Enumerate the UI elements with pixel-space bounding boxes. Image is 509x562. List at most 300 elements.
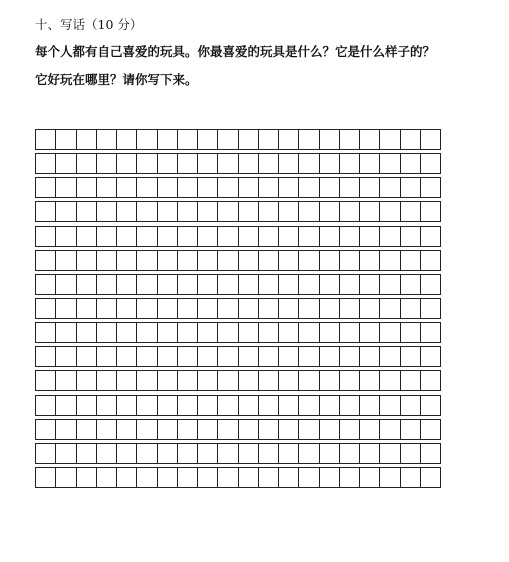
writing-cell[interactable] — [239, 227, 259, 246]
writing-cell[interactable] — [279, 154, 299, 173]
writing-cell[interactable] — [401, 299, 421, 318]
writing-cell[interactable] — [218, 299, 238, 318]
writing-cell[interactable] — [218, 227, 238, 246]
writing-cell[interactable] — [340, 371, 360, 390]
writing-cell[interactable] — [117, 275, 137, 294]
writing-cell[interactable] — [117, 396, 137, 415]
writing-cell[interactable] — [56, 178, 76, 197]
writing-cell[interactable] — [137, 444, 157, 463]
writing-cell[interactable] — [320, 444, 340, 463]
writing-cell[interactable] — [320, 154, 340, 173]
writing-cell[interactable] — [137, 396, 157, 415]
writing-cell[interactable] — [36, 444, 56, 463]
writing-cell[interactable] — [137, 347, 157, 366]
writing-cell[interactable] — [360, 323, 380, 342]
writing-cell[interactable] — [279, 275, 299, 294]
writing-cell[interactable] — [299, 251, 319, 270]
writing-cell[interactable] — [137, 275, 157, 294]
writing-cell[interactable] — [239, 420, 259, 439]
writing-cell[interactable] — [36, 251, 56, 270]
writing-cell[interactable] — [259, 444, 279, 463]
writing-cell[interactable] — [218, 371, 238, 390]
writing-cell[interactable] — [239, 299, 259, 318]
writing-cell[interactable] — [137, 420, 157, 439]
writing-cell[interactable] — [218, 130, 238, 149]
writing-cell[interactable] — [299, 371, 319, 390]
writing-cell[interactable] — [198, 444, 218, 463]
writing-cell[interactable] — [137, 371, 157, 390]
writing-cell[interactable] — [77, 347, 97, 366]
writing-cell[interactable] — [340, 396, 360, 415]
writing-cell[interactable] — [360, 444, 380, 463]
writing-cell[interactable] — [279, 178, 299, 197]
writing-cell[interactable] — [77, 299, 97, 318]
writing-cell[interactable] — [56, 444, 76, 463]
writing-cell[interactable] — [299, 130, 319, 149]
writing-cell[interactable] — [218, 444, 238, 463]
writing-cell[interactable] — [340, 275, 360, 294]
writing-cell[interactable] — [299, 154, 319, 173]
writing-cell[interactable] — [97, 347, 117, 366]
writing-cell[interactable] — [421, 396, 441, 415]
writing-cell[interactable] — [340, 444, 360, 463]
writing-cell[interactable] — [97, 202, 117, 221]
writing-cell[interactable] — [77, 154, 97, 173]
writing-cell[interactable] — [239, 154, 259, 173]
writing-cell[interactable] — [259, 323, 279, 342]
writing-cell[interactable] — [36, 178, 56, 197]
writing-cell[interactable] — [421, 299, 441, 318]
writing-cell[interactable] — [97, 299, 117, 318]
writing-cell[interactable] — [218, 154, 238, 173]
writing-cell[interactable] — [97, 275, 117, 294]
writing-cell[interactable] — [198, 130, 218, 149]
writing-cell[interactable] — [340, 202, 360, 221]
writing-cell[interactable] — [279, 468, 299, 487]
writing-cell[interactable] — [77, 468, 97, 487]
writing-cell[interactable] — [380, 227, 400, 246]
writing-cell[interactable] — [218, 468, 238, 487]
writing-cell[interactable] — [259, 371, 279, 390]
writing-cell[interactable] — [97, 396, 117, 415]
writing-cell[interactable] — [218, 420, 238, 439]
writing-cell[interactable] — [117, 347, 137, 366]
writing-cell[interactable] — [259, 347, 279, 366]
writing-cell[interactable] — [380, 299, 400, 318]
writing-cell[interactable] — [421, 323, 441, 342]
writing-cell[interactable] — [380, 323, 400, 342]
writing-cell[interactable] — [198, 396, 218, 415]
writing-cell[interactable] — [198, 371, 218, 390]
writing-cell[interactable] — [117, 299, 137, 318]
writing-cell[interactable] — [279, 227, 299, 246]
writing-cell[interactable] — [401, 130, 421, 149]
writing-cell[interactable] — [178, 227, 198, 246]
writing-cell[interactable] — [56, 420, 76, 439]
writing-cell[interactable] — [117, 154, 137, 173]
writing-cell[interactable] — [178, 275, 198, 294]
writing-cell[interactable] — [77, 371, 97, 390]
writing-cell[interactable] — [178, 347, 198, 366]
writing-cell[interactable] — [401, 251, 421, 270]
writing-cell[interactable] — [158, 178, 178, 197]
writing-cell[interactable] — [360, 202, 380, 221]
writing-cell[interactable] — [117, 371, 137, 390]
writing-cell[interactable] — [421, 178, 441, 197]
writing-cell[interactable] — [56, 154, 76, 173]
writing-cell[interactable] — [320, 371, 340, 390]
writing-cell[interactable] — [360, 347, 380, 366]
writing-cell[interactable] — [56, 347, 76, 366]
writing-cell[interactable] — [158, 396, 178, 415]
writing-cell[interactable] — [137, 323, 157, 342]
writing-cell[interactable] — [340, 251, 360, 270]
writing-cell[interactable] — [380, 347, 400, 366]
writing-cell[interactable] — [380, 396, 400, 415]
writing-cell[interactable] — [401, 347, 421, 366]
writing-cell[interactable] — [239, 371, 259, 390]
writing-cell[interactable] — [36, 202, 56, 221]
writing-cell[interactable] — [401, 371, 421, 390]
writing-cell[interactable] — [117, 251, 137, 270]
writing-cell[interactable] — [198, 202, 218, 221]
writing-cell[interactable] — [320, 227, 340, 246]
writing-cell[interactable] — [360, 178, 380, 197]
writing-cell[interactable] — [77, 251, 97, 270]
writing-cell[interactable] — [36, 227, 56, 246]
writing-cell[interactable] — [259, 420, 279, 439]
writing-cell[interactable] — [178, 251, 198, 270]
writing-cell[interactable] — [259, 275, 279, 294]
writing-cell[interactable] — [299, 396, 319, 415]
writing-cell[interactable] — [421, 275, 441, 294]
writing-cell[interactable] — [56, 371, 76, 390]
writing-cell[interactable] — [320, 178, 340, 197]
writing-cell[interactable] — [117, 202, 137, 221]
writing-cell[interactable] — [380, 178, 400, 197]
writing-cell[interactable] — [239, 202, 259, 221]
writing-cell[interactable] — [279, 371, 299, 390]
writing-cell[interactable] — [158, 154, 178, 173]
writing-cell[interactable] — [320, 299, 340, 318]
writing-cell[interactable] — [320, 251, 340, 270]
writing-cell[interactable] — [97, 371, 117, 390]
writing-cell[interactable] — [77, 323, 97, 342]
writing-cell[interactable] — [299, 299, 319, 318]
writing-cell[interactable] — [259, 468, 279, 487]
writing-cell[interactable] — [137, 251, 157, 270]
writing-cell[interactable] — [77, 275, 97, 294]
writing-cell[interactable] — [239, 130, 259, 149]
writing-cell[interactable] — [299, 347, 319, 366]
writing-cell[interactable] — [137, 130, 157, 149]
writing-cell[interactable] — [360, 154, 380, 173]
writing-cell[interactable] — [198, 227, 218, 246]
writing-cell[interactable] — [421, 371, 441, 390]
writing-cell[interactable] — [340, 130, 360, 149]
writing-cell[interactable] — [421, 444, 441, 463]
writing-cell[interactable] — [279, 347, 299, 366]
writing-cell[interactable] — [117, 178, 137, 197]
writing-cell[interactable] — [158, 444, 178, 463]
writing-cell[interactable] — [360, 396, 380, 415]
writing-cell[interactable] — [239, 178, 259, 197]
writing-cell[interactable] — [259, 202, 279, 221]
writing-cell[interactable] — [158, 299, 178, 318]
writing-cell[interactable] — [239, 396, 259, 415]
writing-cell[interactable] — [340, 227, 360, 246]
writing-cell[interactable] — [137, 227, 157, 246]
writing-cell[interactable] — [299, 468, 319, 487]
writing-cell[interactable] — [340, 299, 360, 318]
writing-cell[interactable] — [259, 227, 279, 246]
writing-cell[interactable] — [158, 227, 178, 246]
writing-cell[interactable] — [77, 178, 97, 197]
writing-cell[interactable] — [239, 444, 259, 463]
writing-cell[interactable] — [279, 299, 299, 318]
writing-cell[interactable] — [239, 275, 259, 294]
writing-cell[interactable] — [56, 396, 76, 415]
writing-cell[interactable] — [36, 420, 56, 439]
writing-cell[interactable] — [380, 420, 400, 439]
writing-cell[interactable] — [299, 227, 319, 246]
writing-cell[interactable] — [198, 323, 218, 342]
writing-cell[interactable] — [97, 130, 117, 149]
writing-cell[interactable] — [401, 275, 421, 294]
writing-cell[interactable] — [380, 371, 400, 390]
writing-cell[interactable] — [259, 154, 279, 173]
writing-cell[interactable] — [279, 323, 299, 342]
writing-cell[interactable] — [218, 251, 238, 270]
writing-cell[interactable] — [340, 323, 360, 342]
writing-cell[interactable] — [97, 154, 117, 173]
writing-cell[interactable] — [178, 202, 198, 221]
writing-cell[interactable] — [178, 444, 198, 463]
writing-cell[interactable] — [36, 347, 56, 366]
writing-cell[interactable] — [178, 371, 198, 390]
writing-cell[interactable] — [158, 371, 178, 390]
writing-cell[interactable] — [299, 275, 319, 294]
writing-cell[interactable] — [77, 444, 97, 463]
writing-cell[interactable] — [97, 323, 117, 342]
writing-cell[interactable] — [421, 202, 441, 221]
writing-cell[interactable] — [259, 130, 279, 149]
writing-cell[interactable] — [158, 202, 178, 221]
writing-cell[interactable] — [421, 227, 441, 246]
writing-cell[interactable] — [56, 251, 76, 270]
writing-cell[interactable] — [198, 347, 218, 366]
writing-cell[interactable] — [360, 227, 380, 246]
writing-cell[interactable] — [158, 130, 178, 149]
writing-cell[interactable] — [178, 468, 198, 487]
writing-cell[interactable] — [239, 347, 259, 366]
writing-cell[interactable] — [320, 202, 340, 221]
writing-cell[interactable] — [36, 130, 56, 149]
writing-cell[interactable] — [56, 275, 76, 294]
writing-cell[interactable] — [36, 275, 56, 294]
writing-cell[interactable] — [320, 396, 340, 415]
writing-cell[interactable] — [158, 323, 178, 342]
writing-cell[interactable] — [320, 275, 340, 294]
writing-cell[interactable] — [401, 178, 421, 197]
writing-cell[interactable] — [56, 227, 76, 246]
writing-cell[interactable] — [421, 468, 441, 487]
writing-cell[interactable] — [178, 323, 198, 342]
writing-cell[interactable] — [279, 130, 299, 149]
writing-cell[interactable] — [117, 420, 137, 439]
writing-cell[interactable] — [137, 154, 157, 173]
writing-cell[interactable] — [299, 323, 319, 342]
writing-cell[interactable] — [259, 178, 279, 197]
writing-cell[interactable] — [340, 178, 360, 197]
writing-cell[interactable] — [97, 178, 117, 197]
writing-cell[interactable] — [259, 299, 279, 318]
writing-cell[interactable] — [320, 323, 340, 342]
writing-cell[interactable] — [137, 178, 157, 197]
writing-cell[interactable] — [158, 251, 178, 270]
writing-cell[interactable] — [380, 251, 400, 270]
writing-cell[interactable] — [299, 202, 319, 221]
writing-cell[interactable] — [117, 227, 137, 246]
writing-cell[interactable] — [218, 178, 238, 197]
writing-cell[interactable] — [421, 130, 441, 149]
writing-cell[interactable] — [97, 468, 117, 487]
writing-cell[interactable] — [178, 299, 198, 318]
writing-cell[interactable] — [97, 251, 117, 270]
writing-cell[interactable] — [401, 154, 421, 173]
writing-cell[interactable] — [421, 251, 441, 270]
writing-cell[interactable] — [259, 396, 279, 415]
writing-cell[interactable] — [320, 420, 340, 439]
writing-cell[interactable] — [178, 178, 198, 197]
writing-cell[interactable] — [380, 202, 400, 221]
writing-cell[interactable] — [77, 396, 97, 415]
writing-cell[interactable] — [56, 323, 76, 342]
writing-cell[interactable] — [279, 251, 299, 270]
writing-cell[interactable] — [360, 371, 380, 390]
writing-cell[interactable] — [401, 202, 421, 221]
writing-cell[interactable] — [158, 275, 178, 294]
writing-cell[interactable] — [178, 420, 198, 439]
writing-cell[interactable] — [299, 444, 319, 463]
writing-cell[interactable] — [158, 468, 178, 487]
writing-cell[interactable] — [97, 444, 117, 463]
writing-cell[interactable] — [401, 468, 421, 487]
writing-cell[interactable] — [401, 396, 421, 415]
writing-cell[interactable] — [380, 130, 400, 149]
writing-cell[interactable] — [36, 468, 56, 487]
writing-cell[interactable] — [218, 323, 238, 342]
writing-cell[interactable] — [360, 299, 380, 318]
writing-cell[interactable] — [239, 323, 259, 342]
writing-cell[interactable] — [218, 347, 238, 366]
writing-cell[interactable] — [218, 396, 238, 415]
writing-cell[interactable] — [340, 468, 360, 487]
writing-cell[interactable] — [97, 227, 117, 246]
writing-cell[interactable] — [380, 154, 400, 173]
writing-cell[interactable] — [279, 202, 299, 221]
writing-cell[interactable] — [299, 420, 319, 439]
writing-cell[interactable] — [360, 251, 380, 270]
writing-cell[interactable] — [218, 202, 238, 221]
writing-cell[interactable] — [137, 202, 157, 221]
writing-cell[interactable] — [340, 420, 360, 439]
writing-cell[interactable] — [77, 420, 97, 439]
writing-cell[interactable] — [117, 468, 137, 487]
writing-cell[interactable] — [178, 154, 198, 173]
writing-cell[interactable] — [36, 323, 56, 342]
writing-cell[interactable] — [198, 251, 218, 270]
writing-cell[interactable] — [36, 396, 56, 415]
writing-cell[interactable] — [401, 444, 421, 463]
writing-cell[interactable] — [117, 130, 137, 149]
writing-cell[interactable] — [320, 347, 340, 366]
writing-cell[interactable] — [218, 275, 238, 294]
writing-cell[interactable] — [360, 468, 380, 487]
writing-cell[interactable] — [421, 154, 441, 173]
writing-cell[interactable] — [320, 130, 340, 149]
writing-cell[interactable] — [117, 323, 137, 342]
writing-cell[interactable] — [401, 420, 421, 439]
writing-cell[interactable] — [279, 396, 299, 415]
writing-cell[interactable] — [198, 178, 218, 197]
writing-cell[interactable] — [198, 468, 218, 487]
writing-cell[interactable] — [36, 371, 56, 390]
writing-cell[interactable] — [178, 130, 198, 149]
writing-cell[interactable] — [320, 468, 340, 487]
writing-cell[interactable] — [56, 202, 76, 221]
writing-cell[interactable] — [380, 444, 400, 463]
writing-cell[interactable] — [77, 227, 97, 246]
writing-cell[interactable] — [137, 299, 157, 318]
writing-cell[interactable] — [380, 275, 400, 294]
writing-cell[interactable] — [401, 227, 421, 246]
writing-cell[interactable] — [259, 251, 279, 270]
writing-cell[interactable] — [36, 154, 56, 173]
writing-cell[interactable] — [198, 420, 218, 439]
writing-cell[interactable] — [380, 468, 400, 487]
writing-cell[interactable] — [360, 275, 380, 294]
writing-cell[interactable] — [158, 420, 178, 439]
writing-cell[interactable] — [77, 202, 97, 221]
writing-cell[interactable] — [279, 420, 299, 439]
writing-cell[interactable] — [198, 299, 218, 318]
writing-cell[interactable] — [198, 154, 218, 173]
writing-cell[interactable] — [56, 299, 76, 318]
writing-cell[interactable] — [97, 420, 117, 439]
writing-cell[interactable] — [360, 420, 380, 439]
writing-cell[interactable] — [401, 323, 421, 342]
writing-cell[interactable] — [279, 444, 299, 463]
writing-cell[interactable] — [421, 420, 441, 439]
writing-cell[interactable] — [137, 468, 157, 487]
writing-cell[interactable] — [239, 468, 259, 487]
writing-cell[interactable] — [158, 347, 178, 366]
writing-cell[interactable] — [77, 130, 97, 149]
writing-cell[interactable] — [299, 178, 319, 197]
writing-cell[interactable] — [360, 130, 380, 149]
writing-cell[interactable] — [56, 468, 76, 487]
writing-cell[interactable] — [56, 130, 76, 149]
writing-cell[interactable] — [178, 396, 198, 415]
writing-cell[interactable] — [340, 154, 360, 173]
writing-cell[interactable] — [198, 275, 218, 294]
writing-cell[interactable] — [340, 347, 360, 366]
writing-cell[interactable] — [117, 444, 137, 463]
writing-cell[interactable] — [239, 251, 259, 270]
writing-cell[interactable] — [421, 347, 441, 366]
writing-cell[interactable] — [36, 299, 56, 318]
